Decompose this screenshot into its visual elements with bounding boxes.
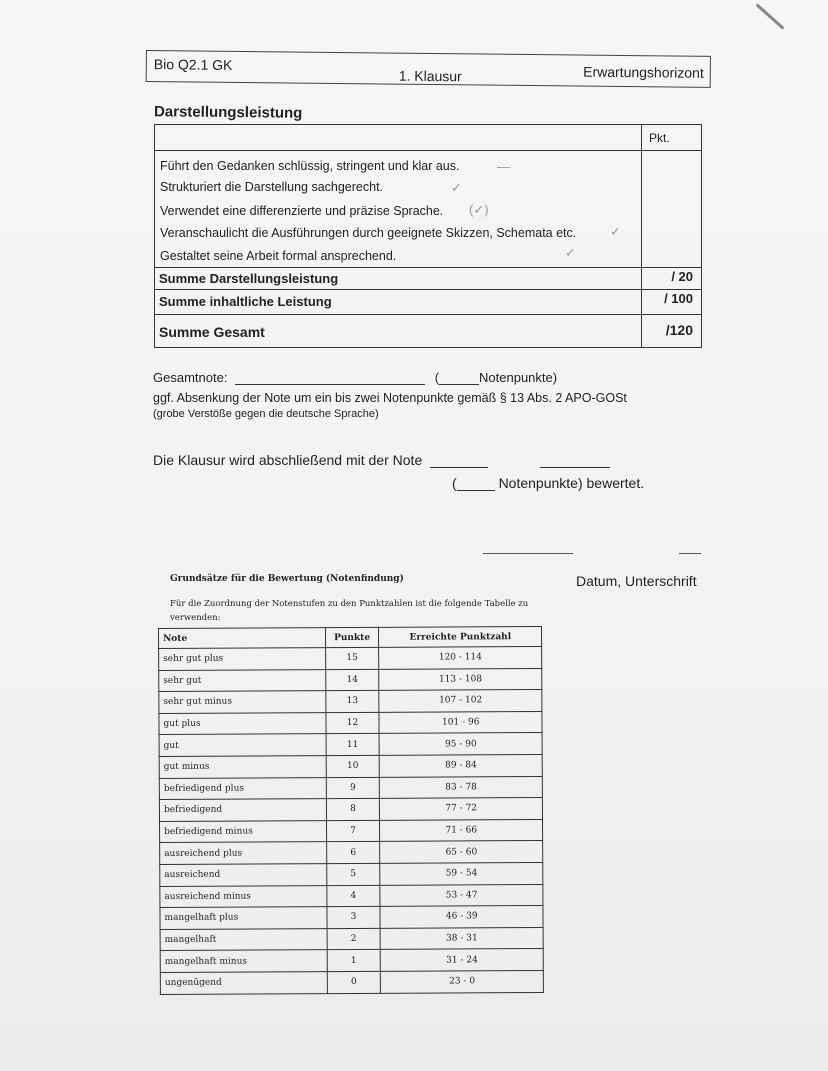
grade-range-cell: 101 - 96 — [379, 711, 542, 733]
pen-mark — [756, 3, 785, 29]
table-row — [159, 646, 542, 670]
grade-points-cell: 10 — [326, 755, 380, 777]
section-title: Darstellungsleistung — [153, 103, 303, 122]
header-punkte: Punkte — [325, 627, 379, 647]
criterion-4: Veranschaulicht die Ausführungen durch geeignete Skizzen, Schemata etc. — [160, 226, 577, 240]
table-row — [159, 776, 542, 800]
table-divider — [155, 267, 701, 268]
grade-name-cell: mangelhaft plus — [160, 907, 327, 929]
sum-gesamt-label: Summe Gesamt — [159, 324, 265, 340]
grade-name-cell: mangelhaft — [160, 928, 327, 950]
table-row — [160, 884, 543, 908]
table-divider — [155, 314, 701, 315]
table-row — [159, 733, 542, 757]
final-grade-label: Die Klausur wird abschließend mit der Note — [153, 452, 423, 468]
grade-name-cell: sehr gut minus — [159, 691, 326, 713]
sum-darstellung-label: Summe Darstellungsleistung — [159, 271, 339, 286]
check-mark-2: ✓ — [451, 180, 462, 195]
grade-name-cell: befriedigend minus — [160, 820, 327, 842]
darstellung-table — [154, 124, 702, 348]
grade-table-body — [159, 646, 544, 994]
absenkung-reason: (grobe Verstöße gegen die deutsche Sprache) — [153, 408, 379, 420]
table-header-row — [159, 626, 542, 648]
grade-name-cell: ausreichend plus — [160, 842, 327, 864]
grade-range-cell: 23 - 0 — [381, 970, 544, 992]
grade-range-cell: 120 - 114 — [379, 646, 542, 668]
table-row — [160, 819, 543, 843]
grade-range-cell: 95 - 90 — [380, 733, 543, 755]
check-mark-5: ✓ — [565, 245, 576, 260]
grade-range-cell: 89 - 84 — [380, 754, 543, 776]
table-row — [160, 949, 543, 973]
gesamtnote-line — [235, 384, 425, 385]
grade-name-cell: befriedigend — [159, 799, 326, 821]
grade-points-cell: 15 — [325, 647, 379, 669]
final-points-row — [452, 475, 644, 491]
grade-points-cell: 0 — [327, 971, 381, 993]
table-row — [159, 711, 542, 735]
grade-name-cell: sehr gut plus — [159, 648, 326, 670]
final-grade-row — [153, 452, 610, 468]
table-row — [160, 862, 543, 886]
header-punktzahl: Erreichte Punktzahl — [379, 626, 542, 647]
notenpunkte-label: Notenpunkte) — [479, 370, 558, 385]
grade-name-cell: gut — [159, 734, 326, 756]
grade-range-cell: 83 - 78 — [380, 776, 543, 798]
sum-gesamt-value: /120 — [665, 322, 693, 338]
grade-points-cell: 1 — [327, 950, 381, 972]
grade-name-cell: gut plus — [159, 712, 326, 734]
grundsaetze-title: Grundsätze für die Bewertung (Notenfindung) — [170, 574, 404, 584]
grade-name-cell: ausreichend minus — [160, 885, 327, 907]
table-row — [160, 970, 543, 994]
table-divider — [155, 289, 701, 290]
sum-darstellung-value: / 20 — [671, 269, 693, 284]
signature-line-2 — [679, 553, 701, 554]
grade-points-cell: 6 — [326, 842, 380, 864]
final-points-label: Notenpunkte) bewertet. — [498, 475, 645, 491]
final-paren-open: ( — [452, 475, 457, 491]
grade-points-cell: 7 — [326, 820, 380, 842]
final-grade-line — [430, 467, 488, 468]
header-box — [146, 50, 711, 88]
grade-range-cell: 65 - 60 — [380, 841, 543, 863]
grade-table — [158, 626, 544, 995]
grade-name-cell: befriedigend plus — [159, 777, 326, 799]
final-points-line — [457, 490, 495, 491]
grade-range-cell: 107 - 102 — [379, 690, 542, 712]
horizon-label: Erwartungshorizont — [583, 63, 704, 81]
sum-inhalt-label: Summe inhaltliche Leistung — [159, 294, 332, 309]
grade-points-cell: 14 — [325, 669, 379, 691]
table-divider — [155, 150, 701, 151]
grade-range-cell: 71 - 66 — [380, 819, 543, 841]
final-grade-line-2 — [540, 467, 610, 468]
grade-points-cell: 13 — [325, 691, 379, 713]
table-row — [159, 798, 542, 822]
grade-name-cell: mangelhaft minus — [160, 950, 327, 972]
course-label: Bio Q2.1 GK — [153, 56, 233, 73]
sum-inhalt-value: / 100 — [664, 291, 693, 306]
grade-range-cell: 46 - 39 — [380, 906, 543, 928]
grade-name-cell: ungenügend — [160, 972, 327, 994]
grade-points-cell: 5 — [326, 863, 380, 885]
check-mark-3: (✓) — [469, 202, 489, 217]
table-row — [159, 668, 542, 692]
grade-points-cell: 8 — [326, 798, 380, 820]
gesamtnote-label: Gesamtnote: — [153, 370, 228, 385]
grade-range-cell: 53 - 47 — [380, 884, 543, 906]
grade-range-cell: 38 - 31 — [381, 927, 544, 949]
gesamtnote-row — [153, 370, 557, 385]
exam-label: 1. Klausur — [398, 67, 462, 85]
criterion-1: Führt den Gedanken schlüssig, stringent und klar aus. — [160, 159, 460, 173]
criterion-2: Strukturiert die Darstellung sachgerecht. — [160, 180, 384, 194]
grade-points-cell: 12 — [325, 712, 379, 734]
table-row — [159, 754, 542, 778]
check-mark-4: ✓ — [610, 224, 621, 239]
grade-points-cell: 9 — [326, 777, 380, 799]
table-row — [160, 841, 543, 865]
absenkung-note: ggf. Absenkung der Note um ein bis zwei Notenpunkte gemäß § 13 Abs. 2 APO-GOSt — [153, 391, 627, 405]
criterion-3: Verwendet eine differenzierte und präzise Sprache. — [160, 204, 444, 218]
points-header: Pkt. — [649, 131, 670, 145]
grade-points-cell: 4 — [326, 885, 380, 907]
grade-range-cell: 31 - 24 — [381, 949, 544, 971]
criterion-5: Gestaltet seine Arbeit formal ansprechend. — [160, 249, 397, 263]
grade-range-cell: 113 - 108 — [379, 668, 542, 690]
paren-open: ( — [434, 370, 440, 385]
check-mark-1: — — [497, 159, 510, 174]
grade-points-cell: 3 — [326, 906, 380, 928]
grade-range-cell: 59 - 54 — [380, 862, 543, 884]
header-note: Note — [159, 628, 326, 649]
signature-line — [483, 553, 573, 554]
table-row — [160, 927, 543, 951]
table-row — [159, 690, 542, 714]
signature-label: Datum, Unterschrift — [576, 573, 697, 589]
table-row — [160, 906, 543, 930]
grade-points-cell: 11 — [326, 734, 380, 756]
grade-range-cell: 77 - 72 — [380, 798, 543, 820]
grundsaetze-text: Für die Zuordnung der Notenstufen zu den Punktzahlen ist die folgende Tabelle zu verwenden: — [170, 599, 529, 623]
grade-points-cell: 2 — [327, 928, 381, 950]
grade-name-cell: sehr gut — [159, 669, 326, 691]
notenpunkte-line — [439, 384, 479, 385]
grade-name-cell: gut minus — [159, 756, 326, 778]
grade-name-cell: ausreichend — [160, 864, 327, 886]
